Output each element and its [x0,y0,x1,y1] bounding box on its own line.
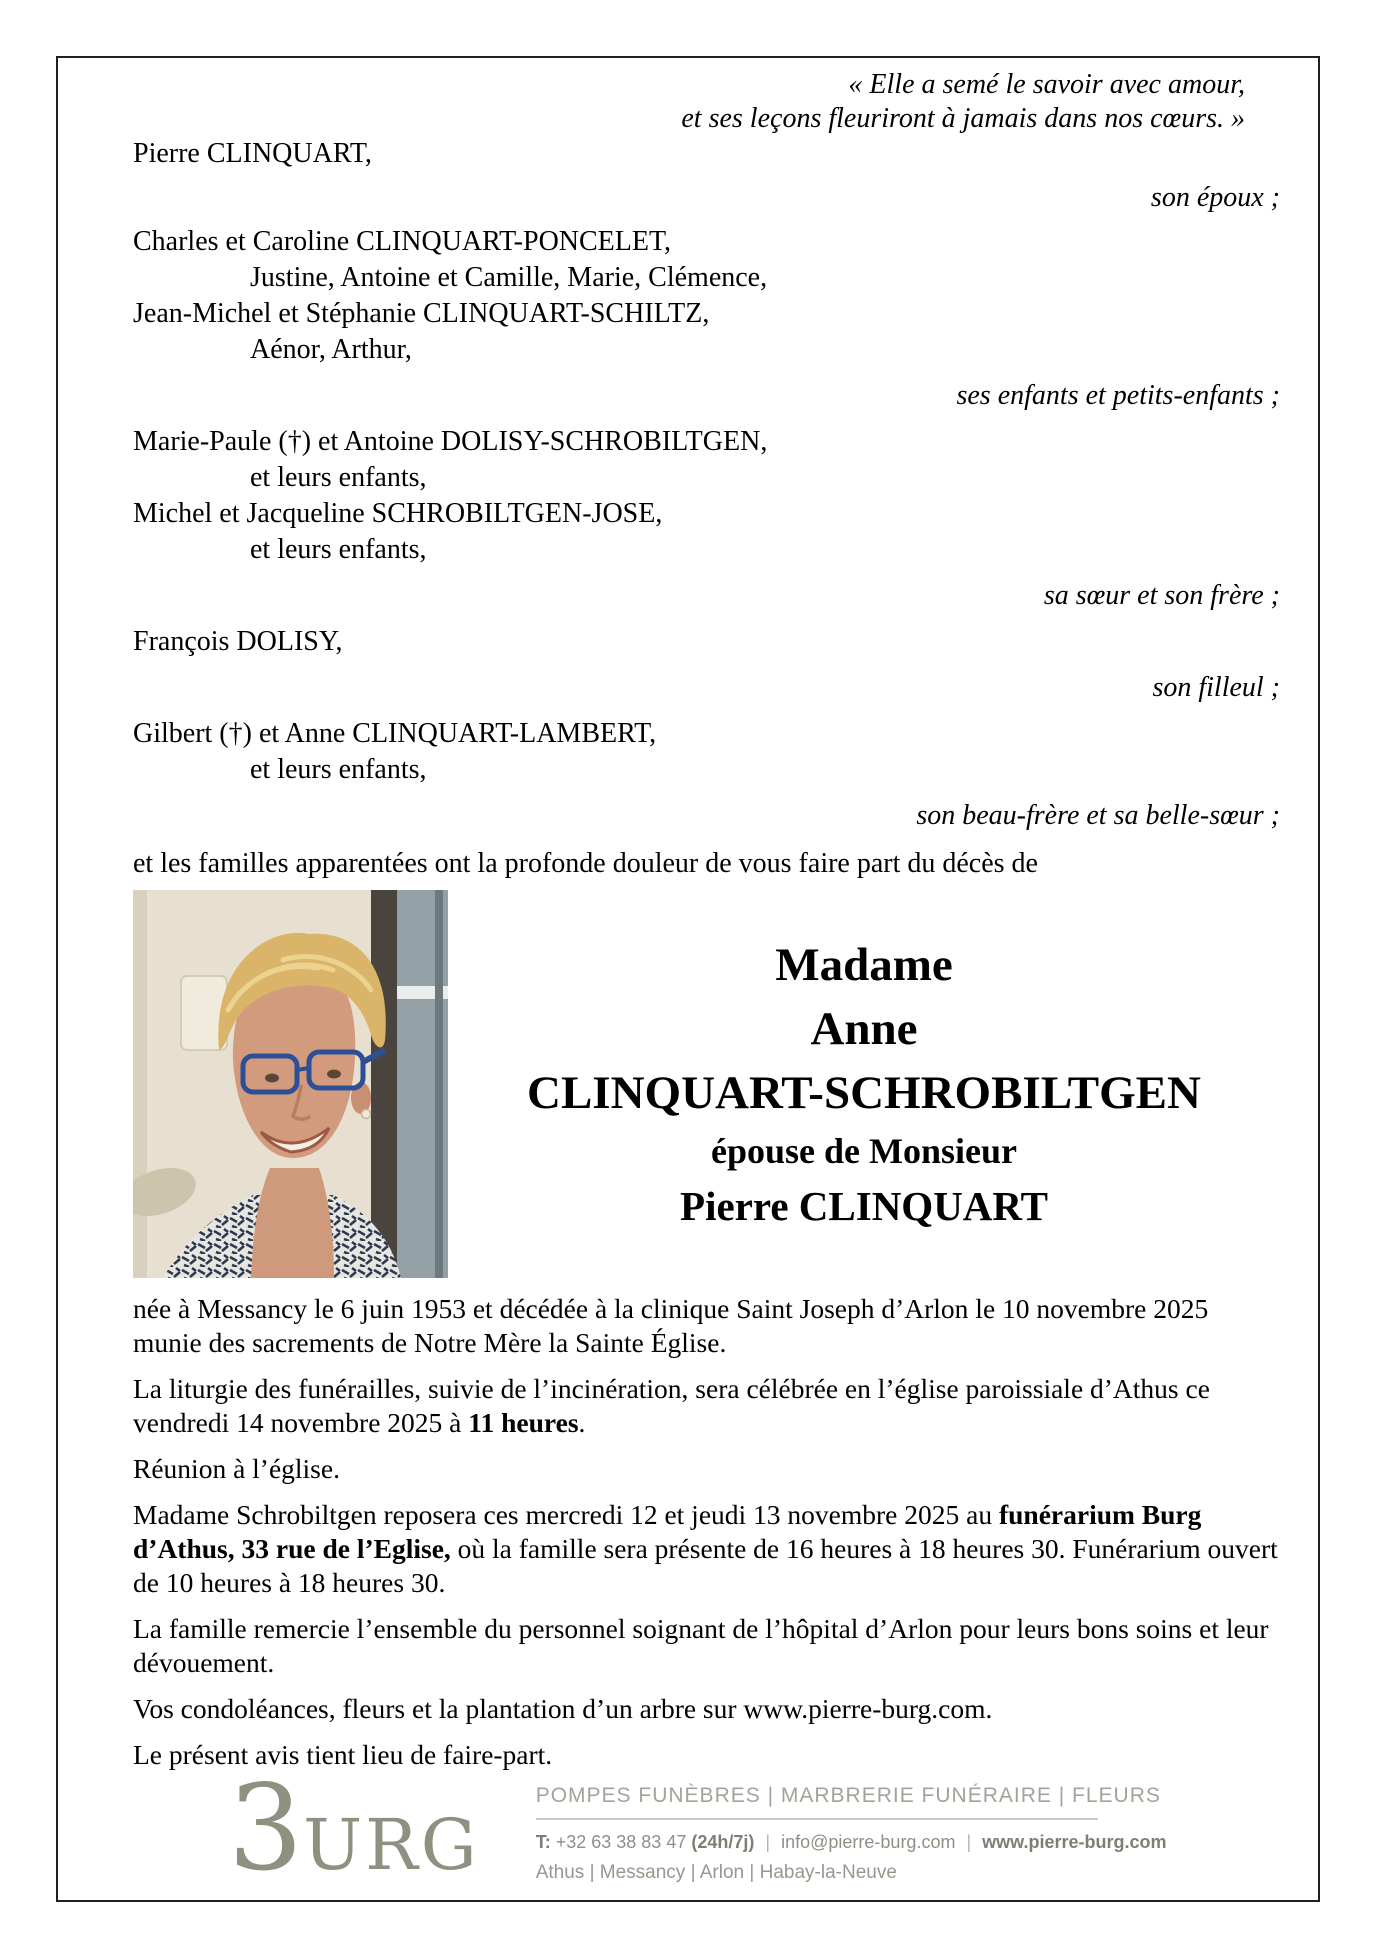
relation-godson: son filleul ; [1152,672,1280,703]
hero-section [133,890,1280,1278]
footer-divider [536,1818,1098,1820]
website-url: www.pierre-burg.com [982,1832,1167,1852]
separator-bar: | [765,1832,771,1852]
inlaws-group [133,716,1280,788]
deceased-last-name: CLINQUART-SCHROBILTGEN [527,1067,1201,1119]
family-member-line: Michel et Jacqueline SCHROBILTGEN-JOSE, [133,498,663,529]
liturgy-text-end: . [578,1407,586,1438]
funeral-liturgy-paragraph [133,1372,1280,1440]
repose-text-end: où la famille sera présente de 16 heures à 18 heures 30. Funérarium ouvert de 10 heures à 18 heures 30. [133,1533,1278,1598]
family-member-line: et leurs enfants, [250,754,427,785]
deceased-title: Madame [775,939,953,991]
birth-death-paragraph: née à Messancy le 6 juin 1953 et décédée à la clinique Saint Joseph d’Arlon le 10 novembre 2025 munie des sacrements de Notre Mère la Sainte Église. [133,1293,1209,1358]
quote-line-2: et ses leçons fleuriront à jamais dans nos cœurs. » [681,103,1245,134]
phone-label: T: [535,1832,551,1852]
relation-children: ses enfants et petits-enfants ; [956,380,1280,411]
burg-logo-text: URG [303,1804,480,1886]
children-group [133,224,1280,368]
relation-siblings: sa sœur et son frère ; [1043,580,1280,611]
liturgy-text: La liturgie des funérailles, suivie de l’incinération, sera célébrée en l’église paroissiale d’Athus ce vendredi 14 novembre 2025 à [133,1373,1210,1438]
thanks-paragraph: La famille remercie l’ensemble du personnel soignant de l’hôpital d’Arlon pour leurs bons soins et leur dévouement. [133,1613,1269,1678]
funerarium-bold: funérarium Burg d’Athus, 33 rue de l’Eglise, [133,1499,1202,1564]
family-member-line: Marie-Paule (†) et Antoine DOLISY-SCHROBILTGEN, [133,426,768,457]
cities-line: Athus | Messancy | Arlon | Habay-la-Neuve [535,1862,897,1883]
phone-number: +32 63 38 83 47 [555,1832,687,1852]
siblings-group [133,424,1280,568]
funeral-home-footer [133,1759,1280,1897]
spouse-prefix: épouse de Monsieur [711,1131,1017,1171]
deceased-title-block [448,933,1280,1235]
email-address: info@pierre-burg.com [781,1832,956,1852]
announcement-intro-line: et les familles apparentées ont la profonde douleur de vous faire part du décès de [133,848,1038,879]
family-member-line: Jean-Michel et Stéphanie CLINQUART-SCHILTZ, [133,298,710,329]
family-member-line: Justine, Antoine et Camille, Marie, Clémence, [250,262,768,293]
repose-text: Madame Schrobiltgen reposera ces mercredi 12 et jeudi 13 novembre 2025 au [133,1499,999,1530]
notice-paragraph: Le présent avis tient lieu de faire-part. [133,1739,553,1770]
repose-paragraph [133,1498,1280,1600]
separator-bar: | [966,1832,972,1852]
quote-line-1: « Elle a semé le savoir avec amour, [848,69,1245,100]
contact-line [535,1832,1167,1853]
husband-name: Pierre CLINQUART, [133,138,372,169]
funeral-time-bold: 11 heures [468,1407,579,1438]
memorial-quote [133,68,1245,136]
family-member-line: et leurs enfants, [250,534,427,565]
relation-husband: son époux ; [1150,182,1280,213]
burg-logo-mark: 3 [228,1759,304,1897]
burg-logo [228,1759,480,1897]
services-line: POMPES FUNÈBRES | MARBRERIE FUNÉRAIRE | FLEURS [535,1784,1161,1807]
relation-inlaws: son beau-frère et sa belle-sœur ; [916,800,1280,831]
footer-info-block [535,1784,1167,1884]
family-member-line: Charles et Caroline CLINQUART-PONCELET, [133,226,672,257]
family-member-line: Gilbert (†) et Anne CLINQUART-LAMBERT, [133,718,657,749]
deceased-first-name: Anne [810,1003,918,1055]
condolences-paragraph: Vos condoléances, fleurs et la plantation d’un arbre sur www.pierre-burg.com. [133,1693,993,1724]
family-member-line: Aénor, Arthur, [250,334,412,365]
phone-hours: (24h/7j) [691,1832,755,1852]
page-border-frame [56,56,1320,1902]
godson-name: François DOLISY, [133,626,343,657]
reunion-paragraph: Réunion à l’église. [133,1453,340,1484]
family-member-line: et leurs enfants, [250,462,427,493]
portrait-photo [133,890,448,1278]
spouse-name: Pierre CLINQUART [680,1183,1048,1229]
